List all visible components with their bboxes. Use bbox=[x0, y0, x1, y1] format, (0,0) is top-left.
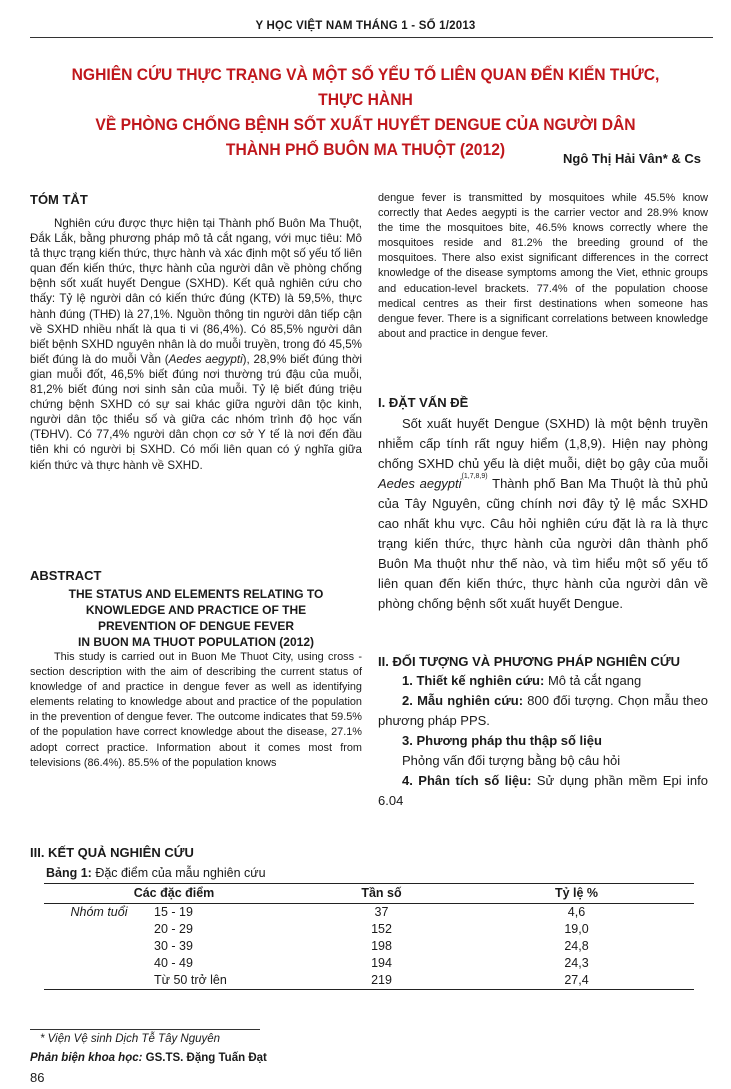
summary-text-a: Nghiên cứu được thực hiện tại Thành phố Buôn Ma Thuột, Đắk Lắk, bằng phương pháp mô tả cắt ngang, với mục tiêu: Mô tả thực trạng kiến thức, thực hành và xác định một số yếu tố liên quan đến kiến thức, thực hành của người dân về phòng chống bệnh sốt xuất huyết Dengue (SXHD). Kết quả nghiên cứu cho thấy: Tỷ lệ người dân có kiến thức đúng (KTĐ) là 59,5%, thực hành đúng (THĐ) là 27,1%. Nguồn thông tin người dân tiếp cận về SXHD nhiều nhất là qua ti vi (86,4%). Có 85,5% người dân biết bệnh SXHD nguyên nhân là do muỗi truyền, trong đó 45,5% biết đúng là do muỗi Vằn ( bbox=[30, 217, 362, 366]
footnote-rule bbox=[30, 1029, 260, 1030]
section1-text bbox=[378, 414, 708, 614]
method-item-label: 1. Thiết kế nghiên cứu: bbox=[402, 673, 545, 688]
section-methods bbox=[378, 654, 708, 811]
age-cell: Từ 50 trở lên bbox=[154, 972, 304, 990]
empty-cell bbox=[44, 938, 154, 955]
method-item-label: 2. Mẫu nghiên cứu: bbox=[402, 693, 524, 708]
method-item-text: Mô tả cắt ngang bbox=[544, 673, 642, 688]
section1-italic: Aedes aegypti bbox=[378, 476, 462, 491]
table-row bbox=[44, 921, 694, 938]
section1-text-a: Sốt xuất huyết Dengue (SXHD) là một bệnh truyền nhiễm cấp tính rất nguy hiểm (1,8,9). Hiện nay phòng chống SXHD chủ yếu là diệt muỗi, diệt bọ gậy của muỗi bbox=[378, 416, 708, 471]
method-item-label: 3. Phương pháp thu thập số liệu bbox=[402, 733, 602, 748]
reviewer-name: GS.TS. Đặng Tuấn Đạt bbox=[142, 1052, 267, 1064]
empty-cell bbox=[44, 955, 154, 972]
paper-title bbox=[48, 62, 684, 162]
rate-cell: 27,4 bbox=[459, 972, 694, 990]
frequency-cell: 194 bbox=[371, 956, 392, 970]
abstract-title-line: IN BUON MA THUOT POPULATION (2012) bbox=[77, 635, 314, 649]
col-header-characteristics: Các đặc điểm bbox=[44, 884, 304, 904]
empty-cell bbox=[44, 972, 154, 990]
col-header-frequency: Tần số bbox=[304, 884, 459, 904]
authors: Ngô Thị Hải Vân* & Cs bbox=[563, 151, 701, 166]
age-cell: 15 - 19 bbox=[154, 905, 193, 919]
footnote-affiliation: * Viện Vệ sinh Dịch Tễ Tây Nguyên bbox=[40, 1033, 221, 1045]
summary-heading: TÓM TẮT bbox=[30, 192, 88, 207]
running-head: Y HỌC VIỆT NAM THÁNG 1 - SỐ 1/2013 bbox=[255, 20, 476, 32]
abstract-title-line: PREVENTION OF DENGUE FEVER bbox=[97, 619, 295, 633]
title-line: THÀNH PHỐ BUÔN MA THUỘT (2012) bbox=[225, 140, 506, 159]
age-cell: 30 - 39 bbox=[154, 939, 193, 953]
section2-heading: II. ĐỐI TƯỢNG VÀ PHƯƠNG PHÁP NGHIÊN CỨU bbox=[378, 654, 681, 669]
table-caption-label: Bảng 1: bbox=[46, 866, 92, 880]
frequency-cell: 219 bbox=[304, 972, 459, 990]
rate-cell: 24,8 bbox=[564, 939, 589, 953]
header-rule bbox=[30, 37, 713, 38]
abstract-title-line: KNOWLEDGE AND PRACTICE OF THE bbox=[85, 603, 307, 617]
table-row bbox=[44, 955, 694, 972]
method-item bbox=[378, 751, 708, 771]
table-row bbox=[44, 904, 694, 922]
abstract-text-left: This study is carried out in Buon Me Thuot City, using cross - section description with the aim of describing the current status of knowledge of and practice in dengue fever as well as identifying elements relating to knowledge about and practice of the population in the prevention of dengue fever. The outcome indicates that 59.5% of the population have correct knowledge about the disease, 27.1% adopt correct practice. Information about it comes most from televisions (86.4%). 85.5% of the population knows bbox=[30, 651, 362, 769]
summary-text-b: ), 28,9% biết đúng thời gian muỗi đốt, 46,5% biết đúng nơi thường trú đậu của muỗi, 81,2% biết đúng nơi sinh sản của muỗi. Tỷ lệ biết đúng triệu chứng bệnh SXHD có sự sai khác giữa người dân tộc kinh, người dân tộc thiểu số và giữa các nhóm trình độ học vấn (TĐHV). Có 77,4% người dân chọn cơ sở Y tế là nơi đến đầu tiên khi có người bị SXHD. Có mối liên quan có ý nghĩa giữa kiến thức và thực hành về SXHD. bbox=[30, 352, 363, 472]
footnote-reviewer bbox=[30, 1052, 267, 1064]
abstract-text-right: dengue fever is transmitted by mosquitoes while 45.5% know correctly that Aedes aegypti is the carrier vector and 28.9% know the time the mosquitoes bite, 46.5% knows correctly where the mosquitoes reside and 81.2% the breeding ground of the mosquitoes. There also exist significant differences in the correct knowledge of the disease symptoms among the Viet, ethnic groups and education-level brackets. 77.4% of the population choose medical centres as their first destinations when someone has dengue fever. There is a significant correlations between knowledge about and practice in dengue fever. bbox=[378, 192, 708, 340]
reviewer-label: Phản biện khoa học: bbox=[30, 1052, 143, 1064]
summary-text bbox=[30, 216, 362, 473]
method-item bbox=[378, 771, 708, 811]
section1-text-b: Thành phố Ban Ma Thuột là thủ phủ của Tây Nguyên, cũng chính nơi đây tỷ lệ mắc SXHD cao nhất khu vực. Câu hỏi nghiên cứu đặt là ra là thực trạng kiến thức, thực hành của người dân thành phố Buôn Ma thuột như thế nào, và tìm hiểu một số yếu tố liên quan đến kiến thức, thực hành của người dân về phòng chống bệnh sốt xuất huyết Dengue. bbox=[378, 476, 708, 611]
abstract-section bbox=[30, 568, 362, 771]
abstract-continued bbox=[378, 191, 708, 342]
section3-heading: III. KẾT QUẢ NGHIÊN CỨU bbox=[30, 845, 194, 860]
method-item bbox=[378, 691, 708, 731]
abstract-title bbox=[30, 586, 362, 650]
sample-characteristics-table bbox=[44, 883, 694, 990]
abstract-heading: ABSTRACT bbox=[30, 568, 102, 583]
method-item-text: 800 đối tượng. Chọn mẫu theo phương pháp PPS. bbox=[378, 693, 708, 728]
table-caption bbox=[46, 866, 266, 880]
empty-cell bbox=[44, 921, 154, 938]
title-line: VỀ PHÒNG CHỐNG BỆNH SỐT XUẤT HUYẾT DENGUE CỦA NGƯỜI DÂN bbox=[95, 115, 636, 134]
table-row bbox=[44, 938, 694, 955]
frequency-cell: 198 bbox=[371, 939, 392, 953]
method-item bbox=[378, 671, 708, 691]
age-cell: 20 - 29 bbox=[154, 922, 193, 936]
rate-cell: 19,0 bbox=[564, 922, 589, 936]
frequency-cell: 152 bbox=[371, 922, 392, 936]
table-row bbox=[44, 972, 694, 990]
method-item-label: 4. Phân tích số liệu: bbox=[402, 773, 532, 788]
rate-cell: 24,3 bbox=[564, 956, 589, 970]
section-introduction bbox=[378, 395, 708, 614]
frequency-cell: 37 bbox=[374, 905, 389, 919]
section1-heading: I. ĐẶT VẤN ĐỀ bbox=[378, 395, 469, 410]
abstract-title-line: THE STATUS AND ELEMENTS RELATING TO bbox=[68, 587, 324, 601]
table-caption-text: Đặc điểm của mẫu nghiên cứu bbox=[91, 866, 266, 880]
age-cell: 40 - 49 bbox=[154, 956, 193, 970]
table-header-row bbox=[44, 884, 694, 904]
title-line: NGHIÊN CỨU THỰC TRẠNG VÀ MỘT SỐ YẾU TỐ LIÊN QUAN ĐẾN KIẾN THỨC, THỰC HÀNH bbox=[71, 65, 660, 109]
page-number: 86 bbox=[30, 1070, 45, 1085]
method-item bbox=[378, 731, 708, 751]
rate-cell: 4,6 bbox=[567, 905, 586, 919]
method-item-text: Phỏng vấn đối tượng bằng bộ câu hỏi bbox=[402, 753, 621, 768]
summary-italic: Aedes aegypti bbox=[168, 352, 243, 366]
summary-section bbox=[30, 192, 362, 473]
method-item-text: Sử dụng phần mềm Epi info 6.04 bbox=[378, 773, 708, 808]
col-header-rate: Tỷ lệ % bbox=[459, 884, 694, 904]
citation-sup: (1,7,8,9) bbox=[461, 473, 488, 480]
age-group-label: Nhóm tuổi bbox=[70, 905, 128, 919]
